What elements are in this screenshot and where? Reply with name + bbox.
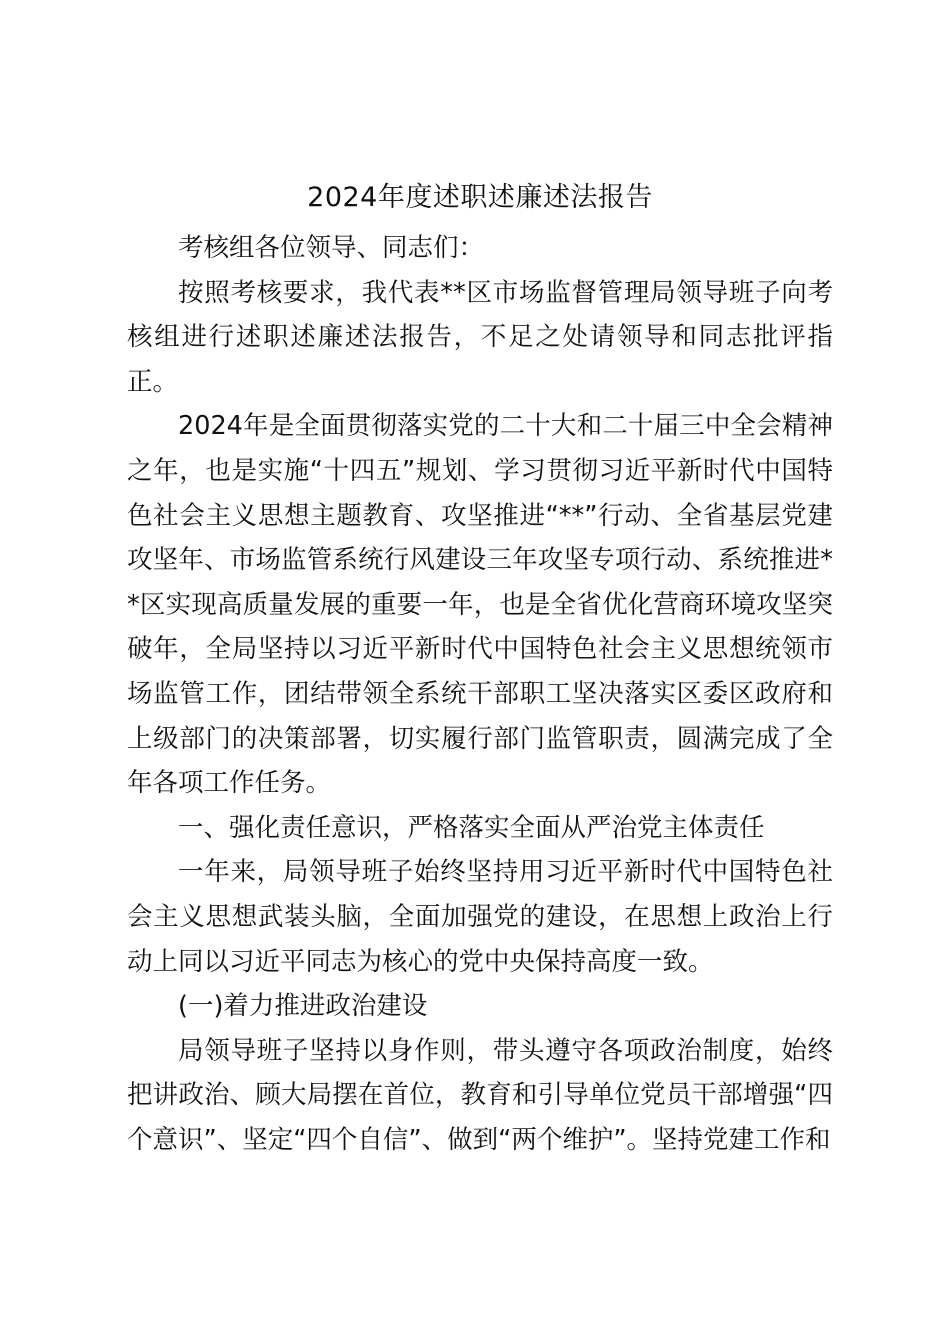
paragraph-intro: 按照考核要求，我代表**区市场监督管理局领导班子向考核组进行述职述廉述法报告，不足之处请领导和同志批评指正。 [127,277,833,397]
document-body [127,226,833,1162]
paragraph-subsection-1: 局领导班子坚持以身作则，带头遵守各项政治制度，始终把讲政治、顾大局摆在首位，教育和引导单位党员干部增强“四个意识”、坚定“四个自信”、做到“两个维护”。坚持党建工作和 [127,1035,833,1155]
paragraph-section-1: 一年来，局领导班子始终坚持用习近平新时代中国特色社会主义思想武装头脑，全面加强党的建设，在思想上政治上行动上同以习近平同志为核心的党中央保持高度一致。 [127,857,833,977]
paragraph-overview: 2024年是全面贯彻落实党的二十大和二十届三中全会精神之年，也是实施“十四五”规划、学习贯彻习近平新时代中国特色社会主义思想主题教育、攻坚推进“**”行动、全省基层党建攻坚年、市场监管系统行风建设三年攻坚专项行动、系统推进**区实现高质量发展的重要一年，也是全省优化营商环境攻坚突破年，全局坚持以习近平新时代中国特色社会主义思想统领市场监管工作，团结带领全系统干部职工坚决落实区委区政府和上级部门的决策部署，切实履行部门监管职责，圆满完成了全年各项工作任务。 [127,411,833,799]
section-heading-1: 一、强化责任意识，严格落实全面从严治党主体责任 [178,812,765,843]
document-title: 2024年度述职述廉述法报告 [307,182,653,213]
salutation: 考核组各位领导、同志们： [178,233,485,263]
subsection-heading-1: (一)着力推进政治建设 [178,991,428,1022]
